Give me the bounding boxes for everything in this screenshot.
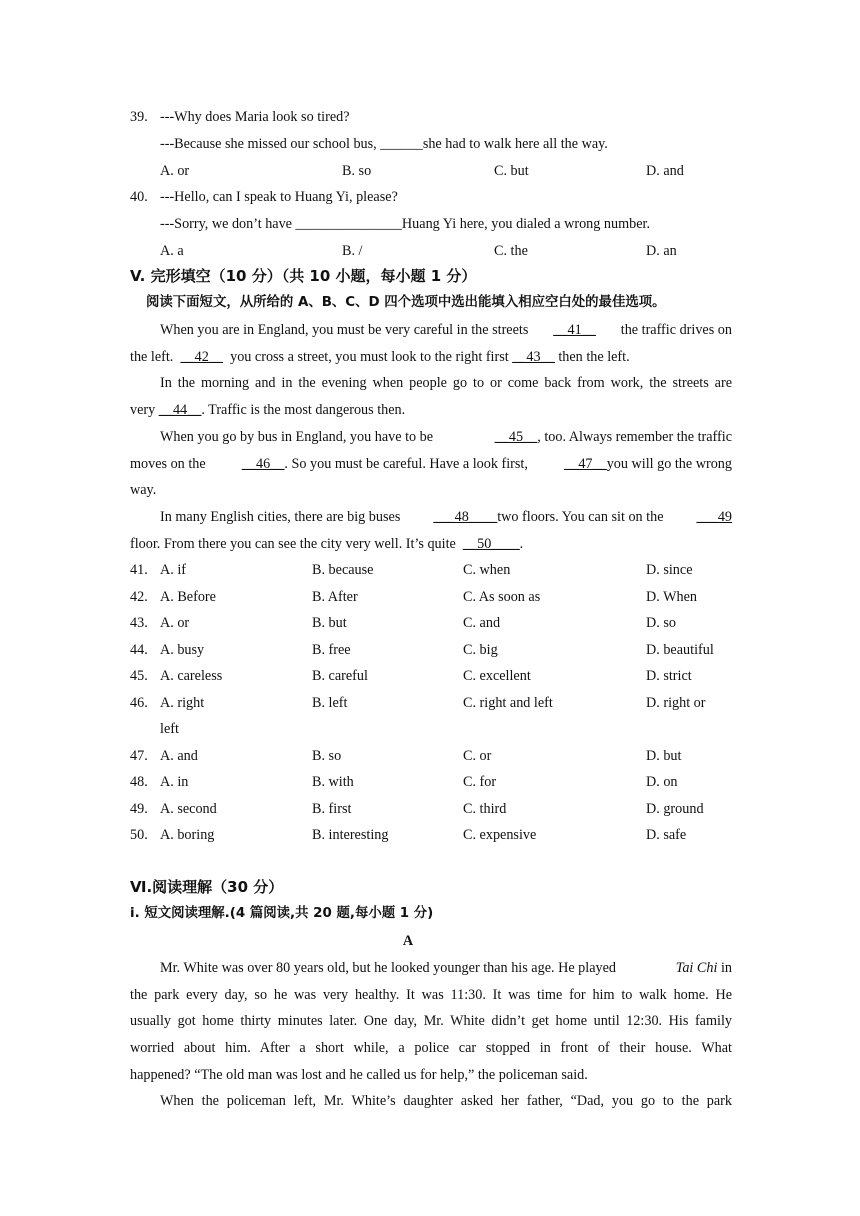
blank-47: __47__ — [564, 456, 607, 472]
question-number: 49. — [130, 800, 148, 817]
section-5-instruction: 阅读下面短文，从所给的 A、B、C、D 四个选项中选出能填入相应空白处的最佳选项。 — [146, 295, 666, 310]
option-a: A. careless — [160, 668, 223, 684]
blank-48: ___48____ — [433, 509, 498, 525]
blank-41: __41__ — [553, 322, 596, 338]
option-a-continued: left — [160, 721, 179, 737]
text: When you go by bus in England, you have to be — [160, 429, 434, 445]
text: floor. From there you can see the city very well. It’s quite — [130, 536, 456, 552]
option-b: B. because — [312, 562, 374, 578]
text: When you are in England, you must be very careful in the streets — [160, 322, 529, 338]
option-c: C. right and left — [463, 694, 553, 711]
blank-43: __43__ — [512, 349, 555, 365]
reading-line-5: happened? “The old man was lost and he called us for help,” the policeman said. — [130, 1067, 588, 1083]
option-c: C. for — [463, 774, 497, 790]
option-a: A. or — [160, 163, 190, 179]
reading-line-3: usually got home thirty minutes later. One day, Mr. White didn’t get home until 12:30. His family — [130, 1013, 732, 1029]
option-c: C. third — [463, 800, 507, 817]
text: you cross a street, you must look to the right first — [230, 349, 509, 365]
option-c: C. excellent — [463, 668, 531, 684]
question-39 — [130, 108, 148, 126]
text: Mr. White was over 80 years old, but he looked younger than his age. He played — [160, 960, 616, 976]
section-6-title: Ⅵ.阅读理解（30 分） — [130, 878, 284, 896]
passage-line-3: In the morning and in the evening when people go to or come back from work, the streets are — [160, 375, 732, 391]
option-c: C. when — [463, 562, 511, 578]
option-d: D. safe — [646, 827, 687, 843]
option-c: C. or — [463, 747, 492, 764]
option-a: A. a — [160, 243, 184, 259]
option-c: C. big — [463, 641, 498, 658]
question-39-line1: ---Why does Maria look so tired? — [160, 109, 350, 125]
passage-line-5 — [160, 428, 732, 446]
option-b: B. careful — [312, 668, 368, 684]
option-a: A. right — [160, 694, 205, 711]
option-a: A. in — [160, 774, 189, 790]
text: the left. — [130, 349, 174, 365]
option-d: D. since — [646, 562, 693, 578]
option-a: A. boring — [160, 827, 215, 843]
option-a: A. or — [160, 615, 190, 631]
option-c: C. expensive — [463, 827, 537, 843]
option-d: D. but — [646, 747, 682, 764]
option-b: B. so — [312, 747, 342, 764]
option-d: D. strict — [646, 668, 692, 684]
option-b: B. so — [342, 163, 372, 179]
question-number: 39. — [130, 109, 148, 125]
option-d: D. and — [646, 163, 684, 179]
option-c: C. the — [494, 243, 528, 259]
option-b: B. but — [312, 615, 347, 631]
text: , too. Always remember the traffic — [537, 429, 732, 445]
question-number: 41. — [130, 562, 148, 578]
option-d: D. ground — [646, 800, 704, 817]
text: then the left. — [558, 349, 630, 365]
option-d: D. right or — [646, 694, 706, 711]
passage-letter: A — [402, 933, 414, 949]
text: . — [519, 536, 524, 552]
text: moves on the — [130, 456, 206, 472]
text: in — [720, 960, 732, 976]
question-number: 47. — [130, 747, 148, 764]
question-40-number: 40. — [130, 189, 148, 205]
option-b: B. with — [312, 774, 354, 790]
reading-line-2: the park every day, so he was very healthy. It was 11:30. It was time for him to walk home. He — [130, 987, 732, 1003]
passage-line-4 — [130, 401, 405, 419]
option-c: C. As soon as — [463, 588, 541, 605]
question-number: 48. — [130, 774, 148, 790]
text: In many English cities, there are big buses — [160, 509, 401, 525]
passage-line-8 — [160, 508, 732, 526]
question-number: 42. — [130, 588, 148, 605]
blank-46: __46__ — [241, 456, 285, 472]
text: two floors. You can sit on the — [497, 509, 664, 525]
option-b: B. After — [312, 588, 358, 605]
blank-42: __42__ — [180, 349, 223, 365]
option-b: B. first — [312, 800, 352, 817]
option-c: C. and — [463, 615, 501, 631]
text: very — [130, 402, 156, 418]
blank-50: __50____ — [462, 536, 520, 552]
blank-49: ___49 — [696, 509, 732, 525]
section-6-subtitle: ⅰ. 短文阅读理解.(4 篇阅读,共 20 题,每小题 1 分) — [130, 906, 434, 921]
option-d: D. beautiful — [646, 641, 714, 658]
option-a: A. Before — [160, 588, 216, 605]
option-a: A. if — [160, 562, 187, 578]
text: . Traffic is the most dangerous then. — [201, 402, 406, 418]
question-39-line2: ---Because she missed our school bus, ______she had to walk here all the way. — [160, 136, 608, 152]
blank-45: __45__ — [494, 429, 538, 445]
option-a: A. second — [160, 800, 217, 817]
question-number: 43. — [130, 615, 148, 631]
text: . So you must be careful. Have a look first, — [284, 456, 528, 472]
reading-line-1 — [160, 959, 732, 977]
question-number: 45. — [130, 668, 148, 684]
question-40-line1: ---Hello, can I speak to Huang Yi, please? — [160, 189, 398, 205]
text: the traffic drives on — [620, 322, 732, 338]
reading-line-6: When the policeman left, Mr. White’s daughter asked her father, “Dad, you go to the park — [160, 1093, 732, 1109]
section-5-title: V. 完形填空（10 分）（共 10 小题，每小题 1 分） — [130, 267, 477, 285]
blank-44: __44__ — [158, 402, 202, 418]
option-b: B. free — [312, 641, 351, 658]
option-d: D. When — [646, 588, 697, 605]
question-number: 44. — [130, 641, 148, 658]
option-d: D. an — [646, 243, 677, 259]
option-c: C. but — [494, 163, 529, 179]
option-d: D. on — [646, 774, 678, 790]
option-b: B. / — [342, 243, 363, 259]
option-a: A. busy — [160, 641, 205, 658]
question-number: 46. — [130, 694, 148, 711]
passage-line-6 — [130, 455, 732, 473]
option-a: A. and — [160, 747, 198, 764]
question-40-line2: ---Sorry, we don’t have _______________Huang Yi here, you dialed a wrong number. — [160, 216, 651, 232]
passage-line-7: way. — [130, 482, 157, 498]
reading-line-4: worried about him. After a short while, a police car stopped in front of their house. What — [130, 1040, 732, 1056]
question-number: 50. — [130, 827, 148, 843]
passage-line-2 — [130, 348, 630, 366]
passage-line-9 — [130, 535, 523, 553]
option-b: B. interesting — [312, 827, 389, 843]
option-d: D. so — [646, 615, 676, 631]
passage-line-1 — [160, 321, 732, 339]
text: you will go the wrong — [606, 456, 732, 472]
option-b: B. left — [312, 694, 348, 711]
italic-text: Tai Chi — [675, 960, 718, 976]
